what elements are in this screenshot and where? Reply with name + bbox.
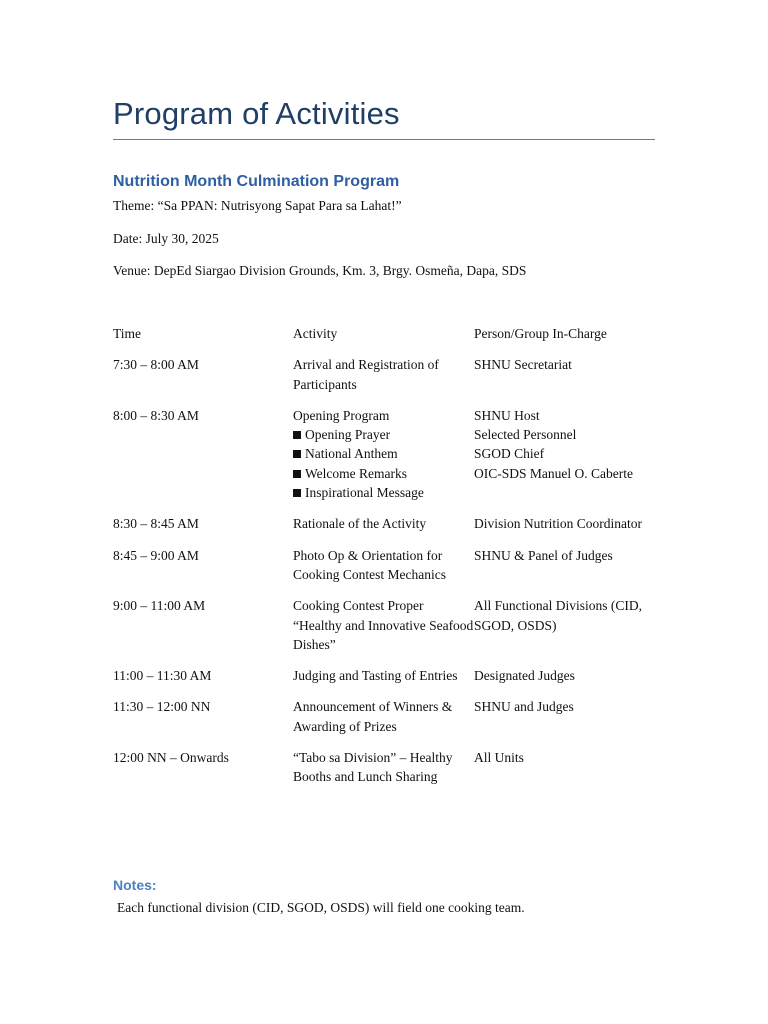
table-row [113,666,655,697]
program-venue: Venue: DepEd Siargao Division Grounds, Km. 3, Brgy. Osmeña, Dapa, SDS [113,263,527,278]
activity-bullet-item [293,444,474,463]
row-time: 8:30 – 8:45 AM [113,516,199,532]
table-row [113,546,655,597]
bullet-text: Inspirational Message [305,485,424,501]
bullet-text: National Anthem [305,446,398,462]
program-date: Date: July 30, 2025 [113,231,219,246]
row-activity: Announcement of Winners & Awarding of Prizes [293,699,453,734]
notes-text: Each functional division (CID, SGOD, OSDS) will field one cooking team. [117,900,525,915]
page-title: Program of Activities [113,96,400,131]
person-line: SHNU Host [474,407,540,423]
bullet-text: Opening Prayer [305,427,391,443]
row-time: 11:00 – 11:30 AM [113,668,212,684]
title-divider [113,139,655,140]
schedule-header-row [113,324,655,355]
activity-title: Opening Program [293,407,390,423]
activity-bullet-item [293,425,474,444]
table-row [113,406,655,514]
row-person [474,406,655,514]
table-row [113,697,655,748]
row-person: All Units [474,750,524,766]
row-activity [293,406,474,514]
person-line: OIC-SDS Manuel O. Caberte [474,465,633,481]
row-person: SHNU Secretariat [474,357,572,373]
row-activity: Rationale of the Activity [293,516,427,532]
square-bullet-icon [293,470,301,478]
row-time: 7:30 – 8:00 AM [113,357,199,373]
header-person-in-charge: Person/Group In-Charge [474,326,607,341]
row-activity: Cooking Contest Proper “Healthy and Innovative Seafood Dishes” [293,598,474,652]
table-row [113,748,655,799]
header-time: Time [113,326,142,341]
row-person: Designated Judges [474,668,575,684]
row-time: 11:30 – 12:00 NN [113,699,211,715]
row-activity: Arrival and Registration of Participants [293,357,439,392]
row-activity: Photo Op & Orientation for Cooking Contest Mechanics [293,547,446,582]
row-time: 8:45 – 9:00 AM [113,547,199,563]
row-time: 8:00 – 8:30 AM [113,407,199,423]
person-line: SGOD Chief [474,446,545,462]
square-bullet-icon [293,450,301,458]
table-row [113,355,655,406]
activity-bullet-item [293,464,474,483]
table-row [113,596,655,666]
square-bullet-icon [293,431,301,439]
row-activity: Judging and Tasting of Entries [293,668,458,684]
person-line: Selected Personnel [474,427,577,443]
table-row [113,514,655,545]
row-person: SHNU and Judges [474,699,574,715]
schedule-table [113,324,655,799]
notes-heading: Notes: [113,877,157,893]
program-subtitle: Nutrition Month Culmination Program [113,173,400,190]
row-person: SHNU & Panel of Judges [474,547,613,563]
program-theme: Theme: “Sa PPAN: Nutrisyong Sapat Para sa Lahat!” [113,198,402,213]
row-time: 12:00 NN – Onwards [113,750,229,766]
row-person: All Functional Divisions (CID, SGOD, OSDS) [474,598,642,633]
row-time: 9:00 – 11:00 AM [113,598,206,614]
square-bullet-icon [293,489,301,497]
row-person: Division Nutrition Coordinator [474,516,642,532]
bullet-text: Welcome Remarks [305,465,408,481]
row-activity: “Tabo sa Division” – Healthy Booths and Lunch Sharing [293,750,453,785]
activity-bullet-item [293,483,474,502]
header-activity: Activity [293,326,338,341]
